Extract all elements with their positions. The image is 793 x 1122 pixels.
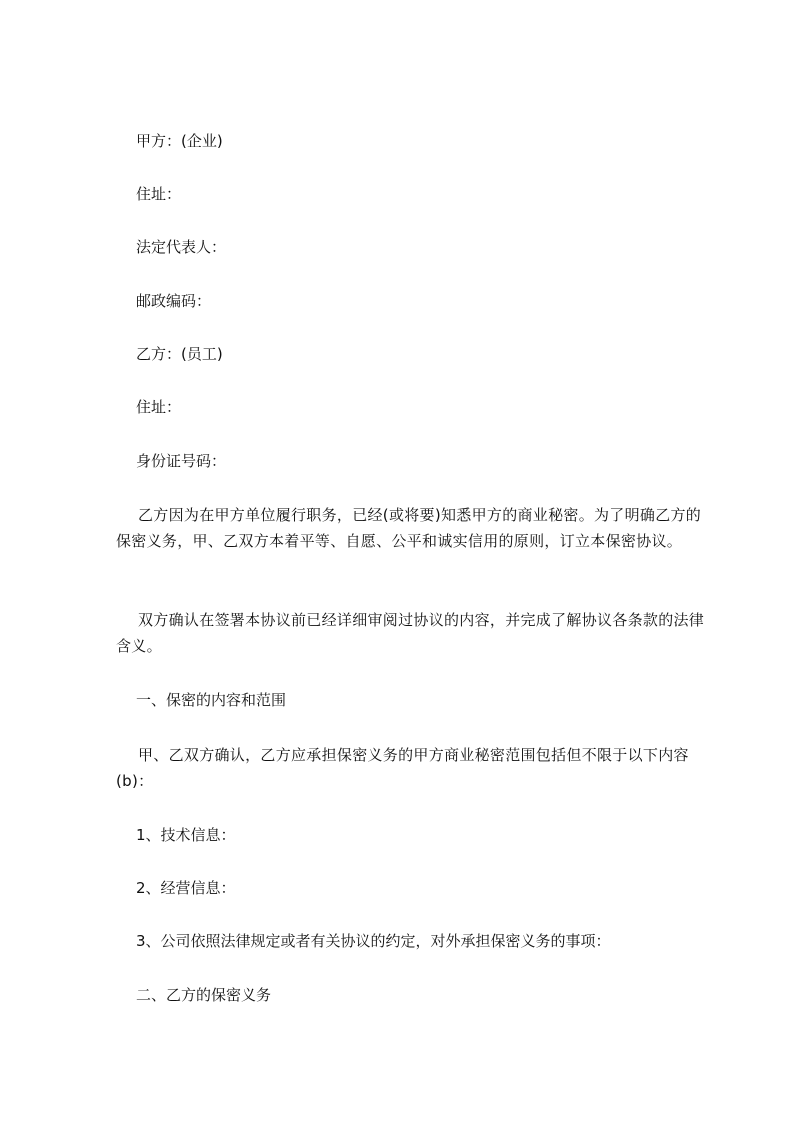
confirmation-paragraph bbox=[116, 607, 716, 659]
section-2-heading: 二、乙方的保密义务 bbox=[136, 986, 272, 1004]
section-1-intro-text: 甲、乙双方确认，乙方应承担保密义务的甲方商业秘密范围包括但不限于以下内容(b)： bbox=[116, 746, 689, 790]
id-number-line: 身份证号码： bbox=[136, 452, 227, 470]
party-a-address-line: 住址： bbox=[136, 185, 182, 203]
section-1-item-1: 1、技术信息： bbox=[136, 826, 236, 844]
party-b-line: 乙方：(员工) bbox=[136, 345, 223, 363]
postal-code-line: 邮政编码： bbox=[136, 292, 212, 310]
party-b-address-line: 住址： bbox=[136, 398, 182, 416]
preamble-paragraph bbox=[116, 502, 716, 554]
section-1-intro-paragraph bbox=[116, 742, 716, 794]
confirmation-text: 双方确认在签署本协议前已经详细审阅过协议的内容，并完成了解协议各条款的法律含义。 bbox=[116, 611, 705, 655]
preamble-text: 乙方因为在甲方单位履行职务，已经(或将要)知悉甲方的商业秘密。为了明确乙方的保密义务，甲、乙双方本着平等、自愿、公平和诚实信用的原则，订立本保密协议。 bbox=[116, 506, 702, 550]
section-1-heading: 一、保密的内容和范围 bbox=[136, 691, 287, 709]
section-1-item-3: 3、公司依照法律规定或者有关协议的约定，对外承担保密义务的事项： bbox=[136, 932, 611, 950]
section-1-item-2: 2、经营信息： bbox=[136, 879, 236, 897]
legal-representative-line: 法定代表人： bbox=[136, 238, 227, 256]
party-a-line: 甲方：(企业) bbox=[136, 132, 223, 150]
